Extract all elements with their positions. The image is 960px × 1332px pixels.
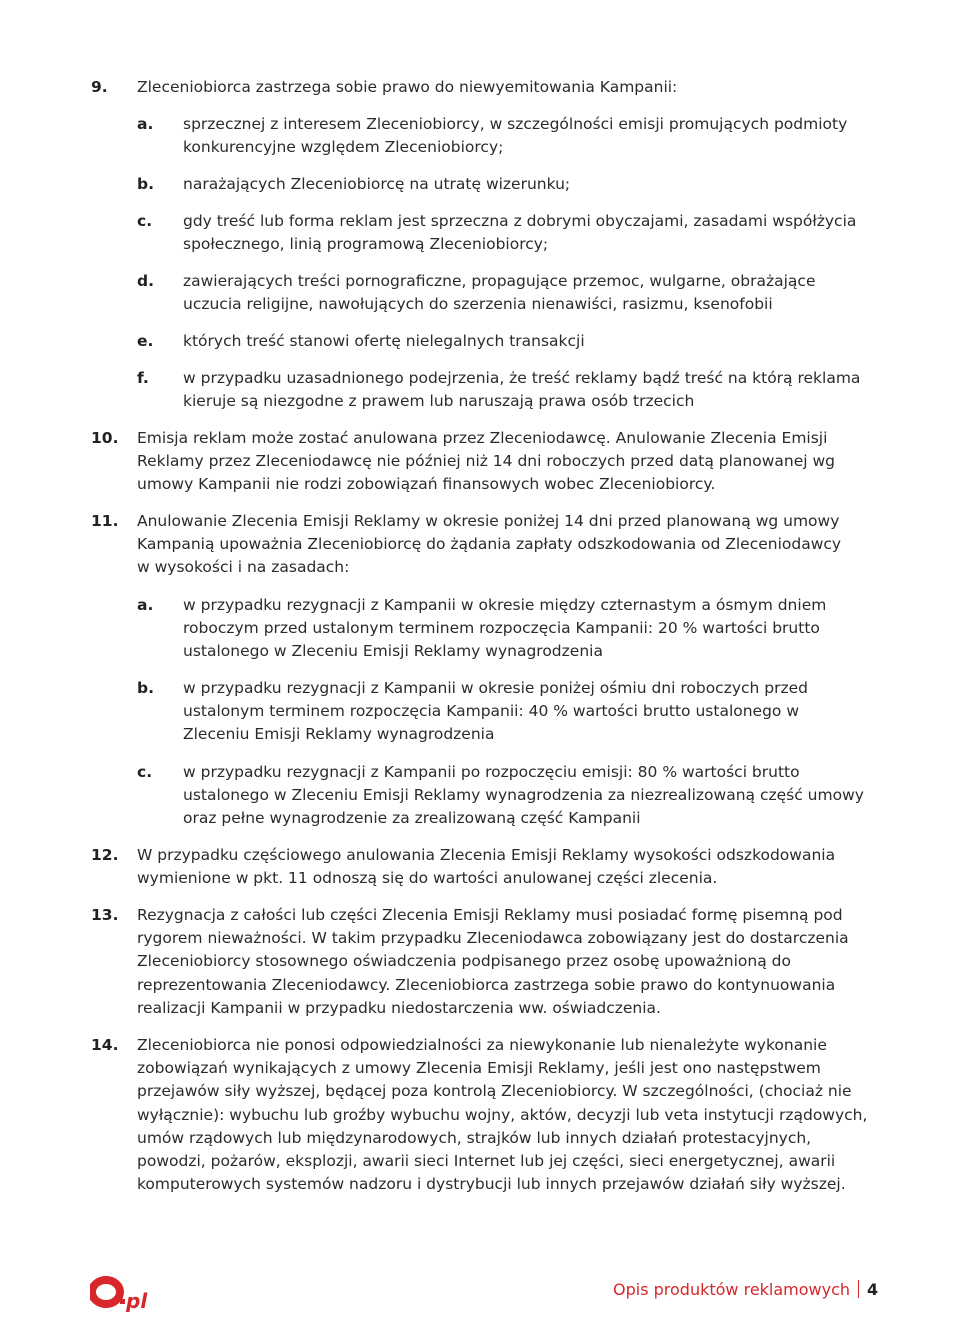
text-line: w przypadku rezygnacji z Kampanii w okresie poniżej ośmiu dni roboczych przed: [183, 679, 809, 697]
text-line: zawierających treści pornograficzne, propagujące przemoc, wulgarne, obrażające: [183, 272, 816, 290]
text-line: narażających Zleceniobiorcę na utratę wizerunku;: [183, 175, 571, 193]
clause-number: 10.: [91, 429, 119, 447]
clause-text: [183, 270, 873, 316]
text-line: rygorem nieważności. W takim przypadku Zleceniodawca zobowiązany jest do dostarczenia: [137, 929, 849, 948]
text-line: Zleceniu Emisji Reklamy wynagrodzenia: [183, 725, 495, 744]
text-line: społecznego, linią programową Zleceniobiorcy;: [183, 235, 549, 254]
text-line: Zleceniobiorca zastrzega sobie prawo do niewyemitowania Kampanii:: [137, 78, 678, 96]
page-number: 4: [867, 1280, 879, 1299]
text-line: reprezentowania Zleceniodawcy. Zleceniobiorca zastrzega sobie prawo do kontynuowania: [137, 975, 836, 994]
text-line: Kampanią upoważnia Zleceniobiorcę do żądania zapłaty odszkodowania od Zleceniodawcy: [137, 535, 842, 554]
clause-number: 14.: [91, 1036, 119, 1054]
text-line: roboczym przed ustalonym terminem rozpoczęcia Kampanii: 20 % wartości brutto: [183, 619, 820, 638]
clause-letter: a.: [137, 115, 154, 133]
text-line: których treść stanowi ofertę nielegalnych transakcji: [183, 332, 585, 350]
clause-text: [137, 510, 877, 580]
text-line: zobowiązań wynikających z umowy Zlecenia Emisji Reklamy, jeśli jest ono następstwem: [137, 1059, 821, 1078]
text-line: Zleceniobiorca nie ponosi odpowiedzialności za niewykonanie lub nienależyte wykonanie: [137, 1036, 827, 1054]
clause-text: [137, 844, 877, 890]
text-line: ustalonego w Zleceniu Emisji Reklamy wynagrodzenia za niezrealizowaną część umowy: [183, 786, 864, 805]
text-line: Rezygnacja z całości lub części Zlecenia Emisji Reklamy musi posiadać formę pisemną pod: [137, 906, 843, 924]
text-line: Anulowanie Zlecenia Emisji Reklamy w okresie poniżej 14 dni przed planowaną wg umowy: [137, 512, 840, 530]
text-line: w przypadku uzasadnionego podejrzenia, że treść reklamy bądź treść na którą reklama: [183, 369, 861, 387]
clause-number: 13.: [91, 906, 119, 924]
text-line: gdy treść lub forma reklam jest sprzeczna z dobrymi obyczajami, zasadami współżycia: [183, 212, 857, 230]
clause-letter: a.: [137, 596, 154, 614]
text-line: wymienione w pkt. 11 odnoszą się do wartości anulowanej części zlecenia.: [137, 869, 718, 888]
clause-text: [183, 761, 873, 831]
clause-text: [137, 76, 877, 99]
text-line: uczucia religijne, nawołujących do szerzenia nienawiści, rasizmu, ksenofobii: [183, 295, 773, 314]
clause-number: 9.: [91, 78, 108, 96]
text-line: powodzi, pożarów, eksplozji, awarii sieci Internet lub jej części, sieci energetycznej, awarii: [137, 1152, 836, 1171]
svg-text:pl: pl: [126, 1289, 148, 1312]
clause-letter: b.: [137, 175, 154, 193]
clause-text: [183, 677, 873, 747]
clause-number: 12.: [91, 846, 119, 864]
text-line: realizacji Kampanii w przypadku niedostarczenia ww. oświadczenia.: [137, 998, 661, 1017]
clause-text: [137, 904, 877, 1020]
clause-letter: c.: [137, 763, 153, 781]
text-line: w wysokości i na zasadach:: [137, 558, 350, 577]
text-line: umowy Kampanii nie rodzi zobowiązań finansowych wobec Zleceniobiorcy.: [137, 475, 716, 494]
text-line: ustalonego w Zleceniu Emisji Reklamy wynagrodzenia: [183, 642, 603, 661]
clause-letter: f.: [137, 369, 149, 387]
text-line: Zleceniobiorcy stosownego oświadczenia podpisanego przez osobę upoważnioną do: [137, 952, 791, 971]
text-line: W przypadku częściowego anulowania Zlecenia Emisji Reklamy wysokości odszkodowania: [137, 846, 836, 864]
clause-letter: e.: [137, 332, 154, 350]
clause-letter: b.: [137, 679, 154, 697]
footer-title: Opis produktów reklamowych: [613, 1280, 851, 1299]
clause-letter: d.: [137, 272, 154, 290]
clause-text: [137, 427, 877, 497]
text-line: przejawów siły wyższej, będącej poza kontrolą Zleceniobiorcy. W szczególności, (chociaż nie: [137, 1082, 852, 1101]
text-line: ustalonym terminem rozpoczęcia Kampanii: 40 % wartości brutto ustalonego w: [183, 702, 800, 721]
clause-text: [183, 594, 873, 664]
o-pl-logo: [90, 1276, 160, 1312]
clause-text: [183, 113, 873, 159]
clause-number: 11.: [91, 512, 119, 530]
text-line: kieruje są niezgodne z prawem lub naruszają prawa osób trzecich: [183, 392, 695, 411]
footer-divider: [858, 1280, 859, 1298]
clause-letter: c.: [137, 212, 153, 230]
text-line: Emisja reklam może zostać anulowana przez Zleceniodawcę. Anulowanie Zlecenia Emisji: [137, 429, 828, 447]
clause-text: [183, 173, 873, 196]
text-line: konkurencyjne względem Zleceniobiorcy;: [183, 138, 504, 157]
text-line: w przypadku rezygnacji z Kampanii w okresie między czternastym a ósmym dniem: [183, 596, 827, 614]
text-line: umów rządowych lub międzynarodowych, strajków lub innych działań protestacyjnych,: [137, 1128, 812, 1147]
text-line: w przypadku rezygnacji z Kampanii po rozpoczęciu emisji: 80 % wartości brutto: [183, 763, 800, 781]
text-line: wyłącznie): wybuchu lub groźby wybuchu wojny, aktów, decyzji lub veta instytucji rządowych,: [137, 1105, 868, 1124]
text-line: sprzecznej z interesem Zleceniobiorcy, w szczególności emisji promujących podmioty: [183, 115, 848, 133]
text-line: komputerowych systemów nadzoru i dystrybucji lub innych przejawów działań siły wyższej.: [137, 1175, 846, 1194]
clause-text: [137, 1034, 877, 1196]
clause-text: [183, 367, 873, 413]
clause-text: [183, 210, 873, 256]
clause-text: [183, 330, 873, 353]
text-line: Reklamy przez Zleceniodawcę nie później niż 14 dni roboczych przed datą planowanej wg: [137, 452, 836, 471]
text-line: oraz pełne wynagrodzenie za zrealizowaną część Kampanii: [183, 809, 641, 828]
footer: [613, 1280, 878, 1299]
